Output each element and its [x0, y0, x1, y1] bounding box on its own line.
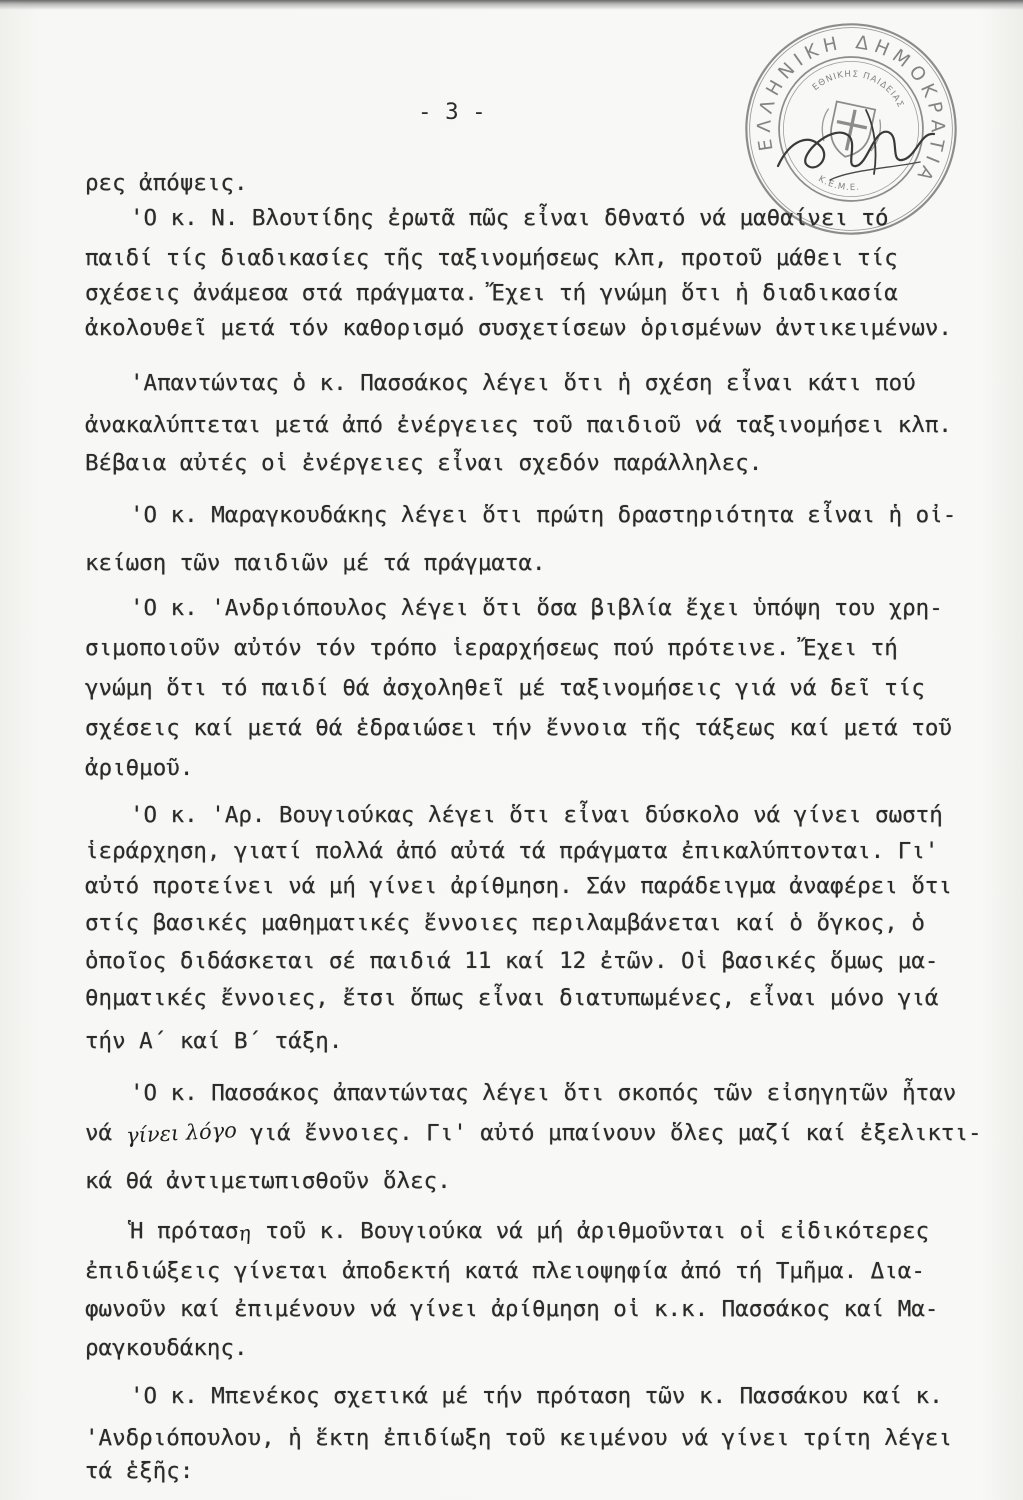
- page-number: - 3 -: [418, 99, 486, 125]
- text-line: τά ἑξῆς:: [85, 1458, 194, 1484]
- text-line: 'Ο κ. 'Αρ. Βουγιούκας λέγει ὅτι εἶναι δύσκολο νά γίνει σωστή: [130, 802, 943, 828]
- text-line: [85, 1118, 982, 1148]
- text-line: φωνοῦν καί ἐπιμένουν νά γίνει ἀρίθμηση οἱ κ.κ. Πασσάκος καί Μα-: [85, 1296, 939, 1322]
- text-line: 'Ο κ. Ν. Βλουτίδης ἐρωτᾶ πῶς εἶναι δθνατό νά μαθαίνει τό: [130, 205, 889, 231]
- signature: [770, 70, 950, 210]
- text-line: 'Ο κ. 'Ανδριόπουλος λέγει ὅτι ὅσα βιβλία ἔχει ὑπόψη του χρη-: [130, 595, 943, 621]
- typed-text: Ἡ πρότασ: [130, 1218, 239, 1244]
- stamp-bottom-text: Κ.Ε.Μ.Ε.: [816, 174, 861, 194]
- text-line: ἀνακαλύπτεται μετά ἀπό ἐνέργειες τοῦ παιδιοῦ νά ταξινομήσει κλπ.: [85, 412, 952, 438]
- text-line: ραγκουδάκης.: [85, 1335, 248, 1361]
- typed-text: νά: [85, 1120, 126, 1146]
- text-line: στίς βασικές μαθηματικές ἔννοιες περιλαμβάνεται καί ὁ ὄγκος, ὁ: [85, 910, 925, 936]
- text-line: Βέβαια αὐτές οἱ ἐνέργειες εἶναι σχεδόν παράλληλες.: [85, 450, 763, 476]
- text-line: ἀκολουθεῖ μετά τόν καθορισμό συσχετίσεων ὁρισμένων ἀντικειμένων.: [85, 315, 952, 341]
- handwritten-correction: γίνει λόγο: [125, 1118, 238, 1148]
- text-line: 'Ο κ. Μπενέκος σχετικά μέ τήν πρόταση τῶν κ. Πασσάκου καί κ.: [130, 1383, 943, 1409]
- text-line: [130, 1216, 929, 1246]
- text-line: 'Ανδριόπουλου, ἡ ἕκτη ἐπιδίωξη τοῦ κειμένου νά γίνει τρίτη λέγει: [85, 1425, 952, 1451]
- text-line: ἱεράρχηση, γιατί πολλά ἀπό αὐτά τά πράγματα ἐπικαλύπτονται. Γι': [85, 838, 939, 864]
- text-line: ρες ἀπόψεις.: [85, 170, 248, 196]
- text-line: σχέσεις καί μετά θά ἑδραιώσει τήν ἔννοια τῆς τάξεως καί μετά τοῦ: [85, 715, 952, 741]
- text-line: θηματικές ἔννοιες, ἔτσι ὅπως εἶναι διατυπωμένες, εἶναι μόνο γιά: [85, 985, 939, 1011]
- text-line: αὐτό προτείνει νά μή γίνει ἀρίθμηση. Σάν παράδειγμα ἀναφέρει ὅτι: [85, 873, 952, 899]
- typed-text: τοῦ κ. Βουγιούκα νά μή ἀριθμοῦνται οἱ εἰδικότερες: [251, 1218, 930, 1244]
- text-line: 'Απαντώντας ὁ κ. Πασσάκος λέγει ὅτι ἡ σχέση εἶναι κάτι πού: [130, 370, 916, 396]
- text-line: σχέσεις ἀνάμεσα στά πράγματα. Ἔχει τή γνώμη ὅτι ἡ διαδικασία: [85, 280, 898, 306]
- text-line: παιδί τίς διαδικασίες τῆς ταξινομήσεως κλπ, προτοῦ μάθει τίς: [85, 245, 898, 271]
- text-line: ἐπιδιώξεις γίνεται ἀποδεκτή κατά πλειοψηφία ἀπό τή Τμῆμα. Δια-: [85, 1258, 925, 1284]
- text-line: κά θά ἀντιμετωπισθοῦν ὅλες.: [85, 1168, 451, 1194]
- text-line: γνώμη ὅτι τό παιδί θά ἀσχοληθεῖ μέ ταξινομήσεις γιά νά δεῖ τίς: [85, 675, 925, 701]
- stamp-inner-text: ΕΘΝΙΚΗΣ ΠΑΙΔΕΙΑΣ: [810, 69, 906, 110]
- text-line: κείωση τῶν παιδιῶν μέ τά πράγματα.: [85, 550, 546, 576]
- text-line: ἀριθμοῦ.: [85, 755, 194, 781]
- text-line: 'Ο κ. Μαραγκουδάκης λέγει ὅτι πρώτη δραστηριότητα εἶναι ἡ οἰ-: [130, 502, 957, 528]
- typed-text: γιά ἔννοιες. Γι' αὐτό μπαίνουν ὅλες μαζί καί ἐξελικτι-: [236, 1120, 982, 1146]
- scan-edge: [0, 0, 1023, 10]
- text-line: τήν Α΄ καί Β΄ τάξη.: [85, 1028, 343, 1054]
- text-line: 'Ο κ. Πασσάκος ἀπαντώντας λέγει ὅτι σκοπός τῶν εἰσηγητῶν ἦταν: [130, 1080, 957, 1106]
- stamp-outer-text: ΕΛΛΗΝΙΚΗ ΔΗΜΟΚΡΑΤΙΑ: [753, 32, 948, 189]
- handwritten-correction: η: [237, 1220, 253, 1246]
- text-line: σιμοποιοῦν αὐτόν τόν τρόπο ἱεραρχήσεως πού πρότεινε. Ἔχει τή: [85, 635, 898, 661]
- text-line: ὁποῖος διδάσκεται σέ παιδιά 11 καί 12 ἐτῶν. Οἱ βασικές ὅμως μα-: [85, 948, 939, 974]
